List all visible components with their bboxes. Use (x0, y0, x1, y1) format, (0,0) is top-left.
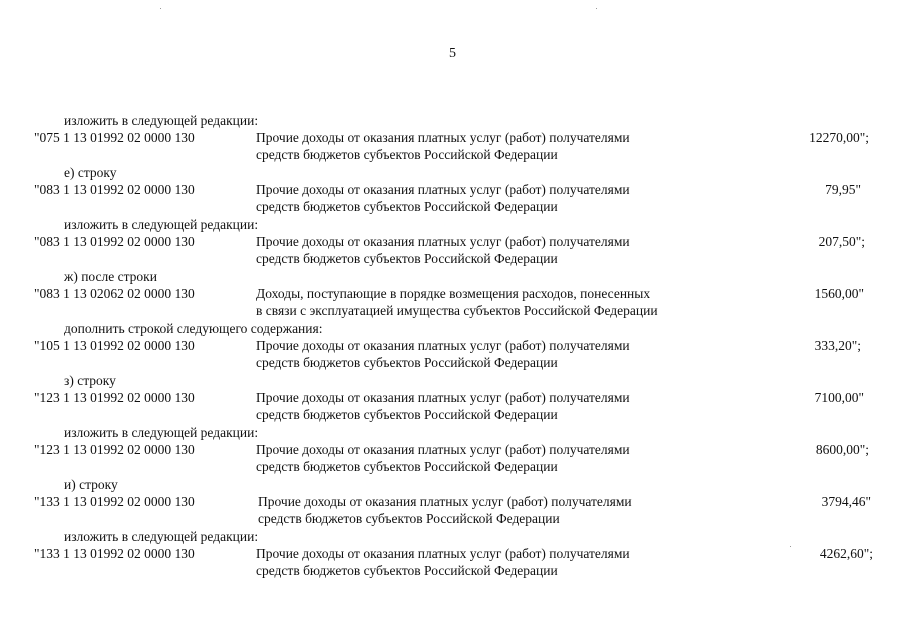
page-number: 5 (449, 46, 456, 61)
amount: 1560,00" (814, 286, 864, 301)
description-line: средств бюджетов субъектов Российской Федерации (258, 511, 560, 526)
description-line: средств бюджетов субъектов Российской Федерации (256, 251, 558, 266)
amount: 12270,00"; (809, 130, 869, 145)
instruction-line: е) строку (64, 165, 117, 180)
amount: 333,20"; (814, 338, 861, 353)
instruction-line: и) строку (64, 477, 118, 492)
scan-speck (596, 8, 597, 9)
description-line: Прочие доходы от оказания платных услуг (работ) получателями (256, 546, 630, 561)
amount: 8600,00"; (815, 442, 869, 457)
income-description (258, 493, 728, 527)
description-line: средств бюджетов субъектов Российской Федерации (256, 407, 558, 422)
description-line: средств бюджетов субъектов Российской Федерации (256, 563, 558, 578)
instruction-line: изложить в следующей редакции: (64, 113, 259, 128)
instruction-line: з) строку (64, 373, 116, 388)
kbk-code: "105 1 13 01992 02 0000 130 (34, 338, 195, 353)
kbk-code: "123 1 13 01992 02 0000 130 (34, 390, 195, 405)
income-description (256, 129, 726, 163)
income-description (256, 389, 726, 423)
description-line: средств бюджетов субъектов Российской Федерации (256, 459, 558, 474)
scan-speck (160, 8, 161, 9)
income-description (256, 233, 726, 267)
income-description (256, 441, 726, 475)
kbk-code: "083 1 13 02062 02 0000 130 (34, 286, 195, 301)
description-line: Прочие доходы от оказания платных услуг (работ) получателями (258, 494, 632, 509)
description-line: Прочие доходы от оказания платных услуг (работ) получателями (256, 390, 630, 405)
income-description (256, 181, 726, 215)
description-line: Прочие доходы от оказания платных услуг (работ) получателями (256, 182, 630, 197)
income-description (256, 285, 726, 319)
income-description (256, 337, 726, 371)
table-row (0, 285, 905, 320)
income-description (256, 545, 726, 579)
instruction-line: изложить в следующей редакции: (64, 425, 259, 440)
instruction-line: ж) после строки (64, 269, 157, 284)
table-row (0, 389, 905, 424)
description-line: средств бюджетов субъектов Российской Федерации (256, 147, 558, 162)
table-row (0, 233, 905, 268)
table-row (0, 545, 905, 580)
amount: 7100,00" (814, 390, 864, 405)
table-row (0, 181, 905, 216)
kbk-code: "123 1 13 01992 02 0000 130 (34, 442, 195, 457)
amount: 207,50"; (818, 234, 865, 249)
kbk-code: "133 1 13 01992 02 0000 130 (34, 494, 195, 509)
table-row (0, 493, 905, 528)
instruction-line: изложить в следующей редакции: (64, 529, 259, 544)
table-row (0, 337, 905, 372)
description-line: Прочие доходы от оказания платных услуг (работ) получателями (256, 442, 630, 457)
instruction-line: дополнить строкой следующего содержания: (64, 321, 323, 336)
amount: 3794,46" (821, 494, 871, 509)
kbk-code: "083 1 13 01992 02 0000 130 (34, 234, 195, 249)
scan-speck (790, 546, 791, 547)
amount: 79,95" (825, 182, 861, 197)
instruction-line: изложить в следующей редакции: (64, 217, 259, 232)
description-line: Прочие доходы от оказания платных услуг (работ) получателями (256, 234, 630, 249)
table-row (0, 441, 905, 476)
description-line: средств бюджетов субъектов Российской Федерации (256, 199, 558, 214)
kbk-code: "083 1 13 01992 02 0000 130 (34, 182, 195, 197)
document-body (0, 112, 905, 580)
amount: 4262,60"; (819, 546, 873, 561)
kbk-code: "075 1 13 01992 02 0000 130 (34, 130, 195, 145)
description-line: средств бюджетов субъектов Российской Федерации (256, 355, 558, 370)
description-line: Прочие доходы от оказания платных услуг (работ) получателями (256, 338, 630, 353)
description-line: Прочие доходы от оказания платных услуг (работ) получателями (256, 130, 630, 145)
description-line: в связи с эксплуатацией имущества субъектов Российской Федерации (256, 303, 658, 318)
kbk-code: "133 1 13 01992 02 0000 130 (34, 546, 195, 561)
table-row (0, 129, 905, 164)
description-line: Доходы, поступающие в порядке возмещения расходов, понесенных (256, 286, 651, 301)
